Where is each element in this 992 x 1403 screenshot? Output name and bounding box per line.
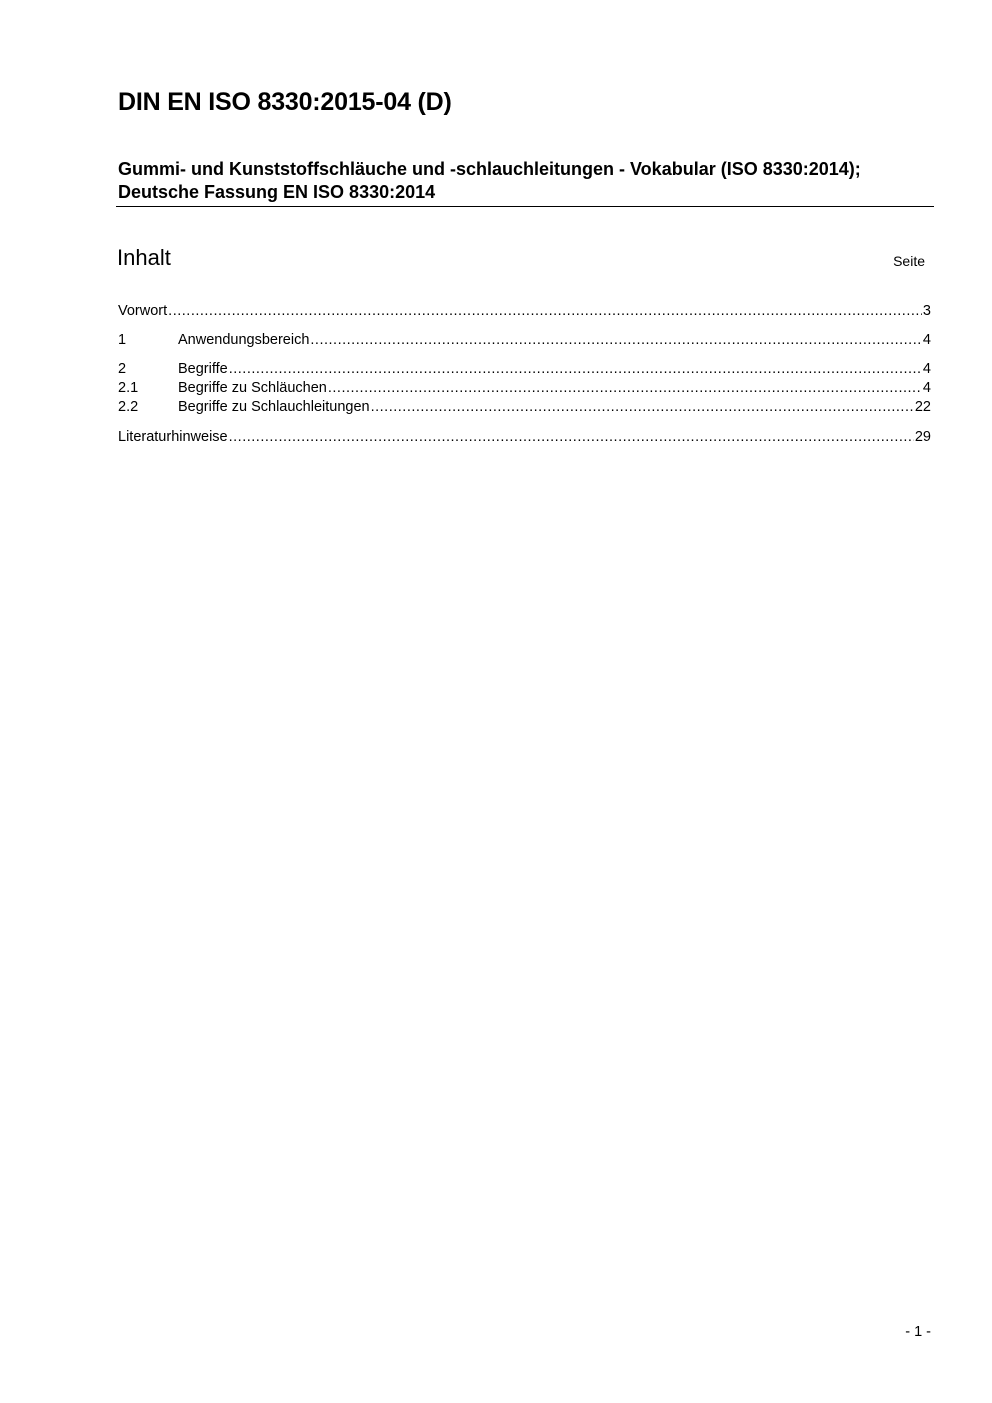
toc-entry-number: 1 [118, 332, 127, 348]
toc-entry-begriffe[interactable] [118, 360, 931, 378]
toc-entry-page: 4 [922, 361, 931, 377]
page-column-label: Seite [893, 253, 925, 269]
toc-entry-number: 2.2 [118, 399, 139, 415]
toc-entry-page: 3 [922, 303, 931, 319]
document-title: DIN EN ISO 8330:2015-04 (D) [118, 88, 452, 116]
toc-entry-page: 4 [922, 380, 931, 396]
toc-entry-number: 2 [118, 361, 127, 377]
toc-entry-page: 4 [922, 332, 931, 348]
toc-entry-label: Literaturhinweise [118, 429, 228, 445]
document-subtitle: Gummi- und Kunststoffschläuche und -schlauchleitungen - Vokabular (ISO 8330:2014); Deutsche Fassung EN ISO 8330:2014 [118, 159, 861, 202]
toc-entry-label: Begriffe zu Schläuchen [178, 380, 327, 396]
toc-entry-anwendungsbereich[interactable] [118, 331, 931, 349]
toc-dot-leader [168, 302, 922, 320]
toc-dot-leader [371, 398, 914, 416]
toc-heading: Inhalt [117, 245, 171, 270]
toc-entry-page: 22 [914, 399, 931, 415]
toc-entry-begriffe-schlaeuche[interactable] [118, 379, 931, 397]
toc-entry-label: Begriffe [178, 361, 228, 377]
toc-dot-leader [310, 331, 922, 349]
toc-entry-begriffe-schlauchleitungen[interactable] [118, 398, 931, 416]
toc-entry-page: 29 [914, 429, 931, 445]
toc-entry-label: Begriffe zu Schlauchleitungen [178, 399, 370, 415]
toc-dot-leader [328, 379, 922, 397]
toc-dot-leader [229, 428, 914, 446]
toc-entry-number: 2.1 [118, 380, 139, 396]
toc-dot-leader [229, 360, 922, 378]
toc-entry-label: Vorwort [118, 303, 168, 319]
toc-entry-literaturhinweise[interactable] [118, 428, 931, 446]
page-number: - 1 - [905, 1324, 931, 1340]
toc-entry-vorwort[interactable] [118, 302, 931, 320]
toc-entry-label: Anwendungsbereich [178, 332, 310, 348]
title-divider [116, 206, 934, 207]
